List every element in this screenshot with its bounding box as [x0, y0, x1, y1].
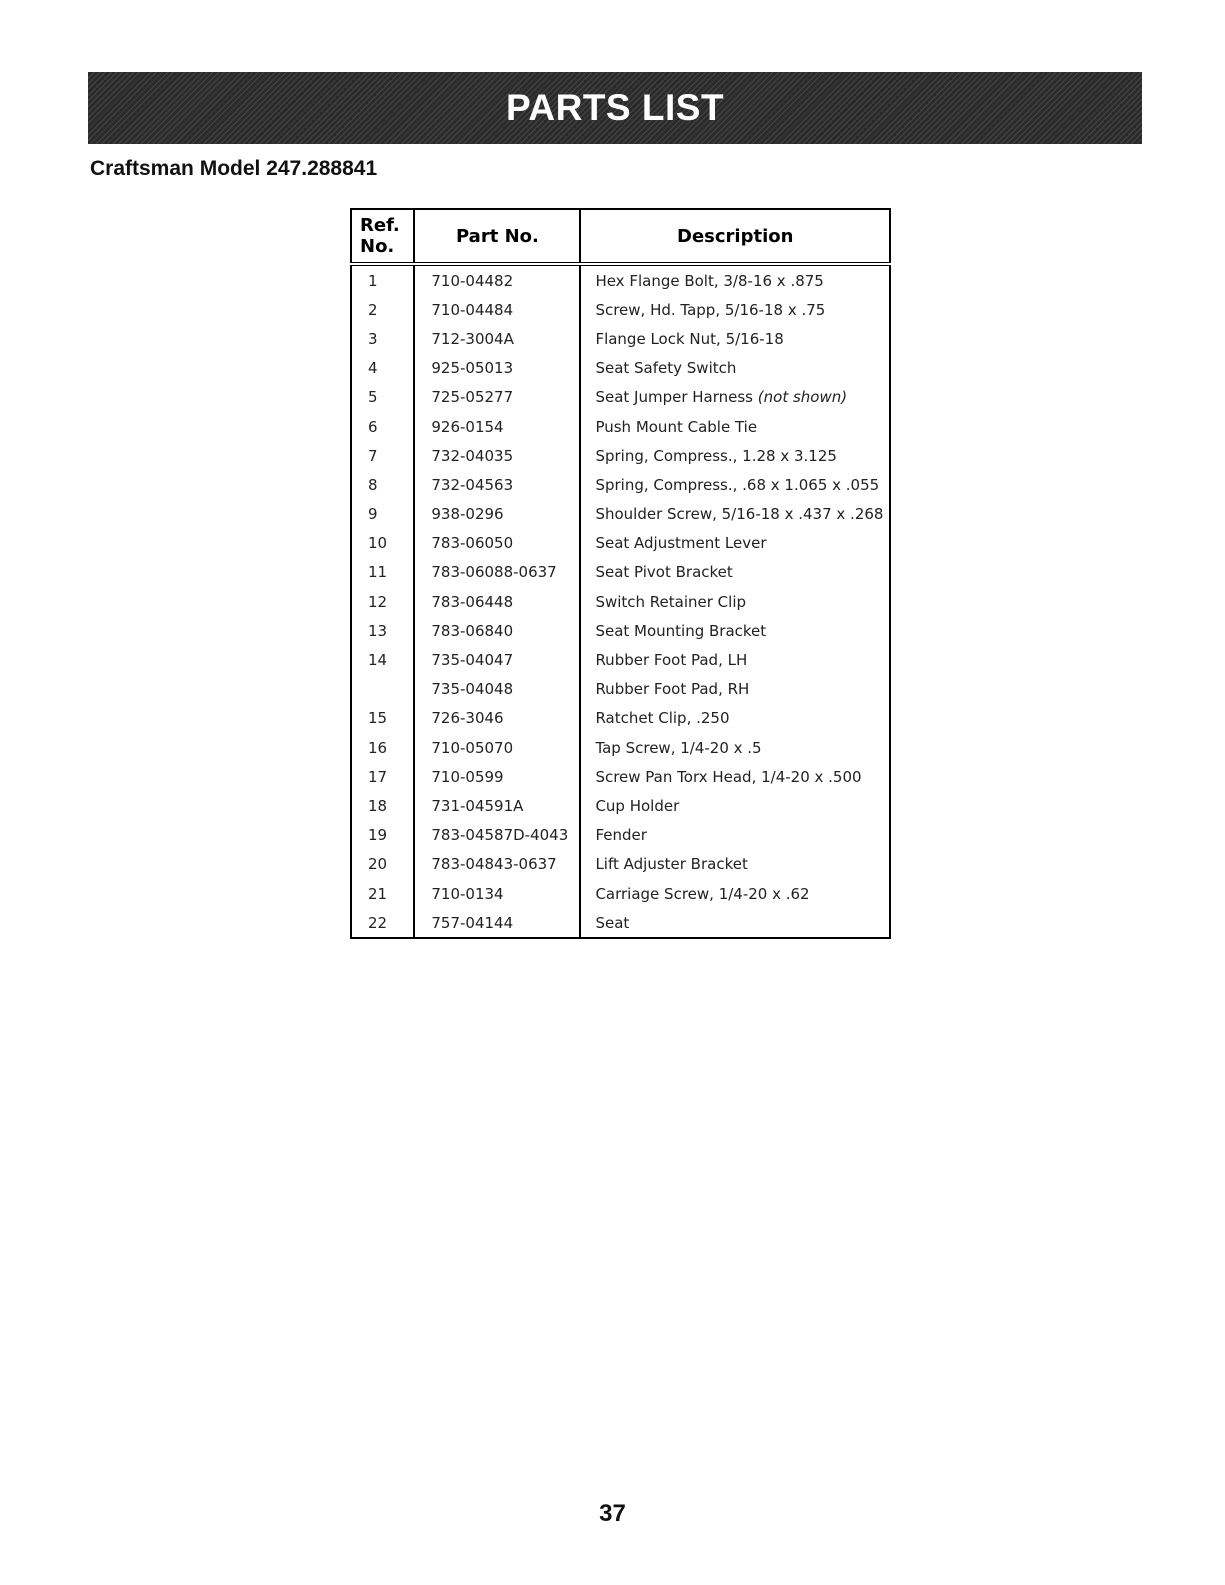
cell-ref-no: 8 [351, 470, 414, 499]
cell-description [580, 704, 890, 733]
cell-ref-no: 16 [351, 733, 414, 762]
table-row [351, 908, 890, 938]
cell-description [580, 324, 890, 353]
description-text: Seat Pivot Bracket [595, 563, 733, 582]
cell-ref-no: 9 [351, 500, 414, 529]
cell-part-no: 732-04563 [414, 470, 580, 499]
table-row [351, 733, 890, 762]
banner-title: PARTS LIST [505, 87, 725, 128]
cell-description [580, 529, 890, 558]
cell-part-no: 710-05070 [414, 733, 580, 762]
table-row [351, 704, 890, 733]
table-row [351, 441, 890, 470]
table-row [351, 850, 890, 879]
cell-description [580, 675, 890, 704]
cell-part-no: 732-04035 [414, 441, 580, 470]
cell-ref-no: 2 [351, 295, 414, 324]
cell-part-no: 710-04482 [414, 264, 580, 295]
description-text: Seat Jumper Harness [595, 388, 753, 407]
cell-description [580, 354, 890, 383]
table-row [351, 587, 890, 616]
page-number: 37 [599, 1500, 626, 1527]
column-header-description: Description [580, 209, 890, 264]
cell-part-no: 731-04591A [414, 791, 580, 820]
table-row [351, 529, 890, 558]
section-banner [88, 72, 1142, 144]
cell-ref-no: 12 [351, 587, 414, 616]
description-text: Hex Flange Bolt, 3/8-16 x .875 [595, 271, 824, 290]
table-row [351, 762, 890, 791]
cell-description [580, 441, 890, 470]
cell-description [580, 879, 890, 908]
cell-description [580, 616, 890, 645]
cell-ref-no [351, 675, 414, 704]
cell-ref-no: 1 [351, 264, 414, 295]
cell-part-no: 710-04484 [414, 295, 580, 324]
cell-part-no: 735-04047 [414, 645, 580, 674]
cell-part-no: 710-0599 [414, 762, 580, 791]
cell-description [580, 645, 890, 674]
cell-description [580, 762, 890, 791]
description-text: Push Mount Cable Tie [595, 417, 758, 436]
cell-description [580, 295, 890, 324]
description-text: Seat [595, 913, 630, 932]
cell-part-no: 926-0154 [414, 412, 580, 441]
cell-part-no: 783-06840 [414, 616, 580, 645]
cell-ref-no: 6 [351, 412, 414, 441]
cell-part-no: 710-0134 [414, 879, 580, 908]
table-row [351, 295, 890, 324]
description-text: Spring, Compress., .68 x 1.065 x .055 [595, 475, 880, 494]
description-text: Seat Mounting Bracket [595, 621, 767, 640]
model-heading: Craftsman Model 247.288841 [90, 157, 378, 180]
cell-part-no: 735-04048 [414, 675, 580, 704]
description-text: Seat Adjustment Lever [595, 534, 767, 553]
table-header-row [351, 209, 890, 264]
cell-ref-no: 18 [351, 791, 414, 820]
parts-table [350, 208, 891, 939]
cell-description [580, 412, 890, 441]
column-header-ref-no [351, 209, 414, 264]
table-row [351, 324, 890, 353]
description-text: Seat Safety Switch [595, 359, 737, 378]
cell-part-no: 712-3004A [414, 324, 580, 353]
description-note: (not shown) [757, 388, 848, 407]
cell-description [580, 558, 890, 587]
cell-ref-no: 14 [351, 645, 414, 674]
description-text: Shoulder Screw, 5/16-18 x .437 x .268 [595, 505, 884, 524]
column-header-part-no: Part No. [414, 209, 580, 264]
cell-part-no: 783-06050 [414, 529, 580, 558]
cell-ref-no: 19 [351, 821, 414, 850]
table-row [351, 470, 890, 499]
cell-description [580, 733, 890, 762]
cell-part-no: 783-06448 [414, 587, 580, 616]
cell-ref-no: 10 [351, 529, 414, 558]
table-row [351, 500, 890, 529]
description-text: Carriage Screw, 1/4-20 x .62 [595, 884, 810, 903]
cell-ref-no: 22 [351, 908, 414, 938]
cell-ref-no: 17 [351, 762, 414, 791]
cell-ref-no: 11 [351, 558, 414, 587]
cell-part-no: 757-04144 [414, 908, 580, 938]
cell-part-no: 925-05013 [414, 354, 580, 383]
cell-part-no: 726-3046 [414, 704, 580, 733]
description-text: Tap Screw, 1/4-20 x .5 [595, 738, 762, 757]
description-text: Screw, Hd. Tapp, 5/16-18 x .75 [595, 300, 826, 319]
cell-description [580, 500, 890, 529]
cell-description [580, 908, 890, 938]
table-row [351, 791, 890, 820]
table-row [351, 412, 890, 441]
table-row [351, 616, 890, 645]
table-row [351, 821, 890, 850]
cell-part-no: 938-0296 [414, 500, 580, 529]
table-row [351, 558, 890, 587]
cell-part-no: 783-04843-0637 [414, 850, 580, 879]
cell-description [580, 587, 890, 616]
cell-description [580, 383, 890, 412]
cell-description [580, 821, 890, 850]
description-text: Cup Holder [595, 796, 680, 815]
ref-header-label: Ref. No. [360, 215, 400, 257]
parts-table-body [351, 264, 890, 938]
cell-ref-no: 3 [351, 324, 414, 353]
description-text: Spring, Compress., 1.28 x 3.125 [595, 446, 837, 465]
table-row [351, 879, 890, 908]
cell-ref-no: 13 [351, 616, 414, 645]
description-text: Ratchet Clip, .250 [595, 709, 730, 728]
cell-part-no: 783-04587D-4043 [414, 821, 580, 850]
cell-part-no: 783-06088-0637 [414, 558, 580, 587]
table-row [351, 383, 890, 412]
table-row [351, 675, 890, 704]
cell-ref-no: 7 [351, 441, 414, 470]
table-row [351, 645, 890, 674]
cell-ref-no: 15 [351, 704, 414, 733]
cell-ref-no: 21 [351, 879, 414, 908]
cell-ref-no: 5 [351, 383, 414, 412]
description-text: Flange Lock Nut, 5/16-18 [595, 329, 784, 348]
cell-description [580, 850, 890, 879]
table-row [351, 354, 890, 383]
cell-ref-no: 4 [351, 354, 414, 383]
cell-description [580, 264, 890, 295]
cell-part-no: 725-05277 [414, 383, 580, 412]
description-text: Lift Adjuster Bracket [595, 855, 748, 874]
cell-description [580, 791, 890, 820]
description-text: Rubber Foot Pad, RH [595, 680, 750, 699]
cell-description [580, 470, 890, 499]
description-text: Rubber Foot Pad, LH [595, 651, 748, 670]
description-text: Fender [595, 826, 647, 845]
description-text: Screw Pan Torx Head, 1/4-20 x .500 [595, 767, 862, 786]
table-row [351, 264, 890, 295]
description-text: Switch Retainer Clip [595, 592, 747, 611]
cell-ref-no: 20 [351, 850, 414, 879]
